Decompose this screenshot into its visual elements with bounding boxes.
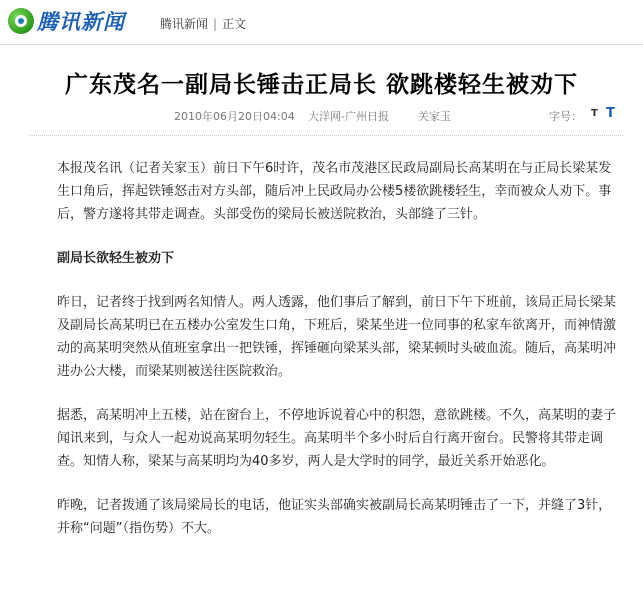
article-title: 广东茂名一副局长锤击正局长 欲跳楼轻生被劝下	[64, 72, 578, 98]
article-meta	[0, 108, 643, 124]
article-subheading: 副局长欲轻生被劝下	[57, 251, 175, 266]
article-paragraph: 昨晚，记者拨通了该局梁局长的电话，他证实头部确实被副局长高某明锤击了一下，并缝了3针，并称“问题”（指伤势）不大。	[57, 498, 612, 536]
logo-icon	[8, 8, 34, 34]
logo-text: 腾讯新闻	[37, 9, 125, 34]
site-logo[interactable]	[8, 6, 125, 36]
breadcrumb-current: 正文	[222, 17, 247, 31]
article-paragraph: 据悉，高某明冲上五楼，站在窗台上，不停地诉说着心中的积怨，意欲跳楼。不久，高某明的妻子闻讯来到，与众人一起劝说高某明勿轻生。高某明半个多小时后自行离开窗台。民警将其带走调查。知情人称，梁某与高某明均为40多岁，两人是大学时的同学，最近关系开始恶化。	[57, 408, 617, 469]
article-paragraph: 昨日，记者终于找到两名知情人。两人透露，他们事后了解到，前日下午下班前，该局正局长梁某及副局长高某明已在五楼办公室发生口角，下班后，梁某坐进一位同事的私家车欲离开，而神情激动的高某明突然从值班室拿出一把铁锤，挥锤砸向梁某头部，梁某顿时头破血流。随后，高某明冲进办公大楼，而梁某则被送往医院救治。	[57, 295, 617, 379]
article-source[interactable]: 大洋网-广州日报	[308, 110, 389, 123]
top-bar	[0, 0, 643, 45]
article-paragraph: 本报茂名讯（记者关家玉）前日下午6时许，茂名市茂港区民政局副局长高某明在与正局长梁某发生口角后，挥起铁锤怒击对方头部，随后冲上民政局办公楼5楼欲跳楼轻生，幸而被众人劝下。事后，警方遂将其带走调查。头部受伤的梁局长被送院救治，头部缝了三针。	[57, 161, 612, 222]
title-divider	[30, 135, 623, 136]
article-date: 2010年06月20日04:04	[174, 110, 295, 123]
article-body	[57, 157, 623, 561]
article-author: 关家玉	[418, 110, 451, 123]
breadcrumb-separator: |	[213, 17, 218, 31]
breadcrumb	[160, 15, 246, 32]
font-size-label: 字号：	[549, 110, 582, 123]
breadcrumb-home-link[interactable]: 腾讯新闻	[160, 17, 209, 31]
font-size-small-button[interactable]: T	[591, 108, 598, 119]
font-size-large-button[interactable]: T	[606, 106, 615, 121]
